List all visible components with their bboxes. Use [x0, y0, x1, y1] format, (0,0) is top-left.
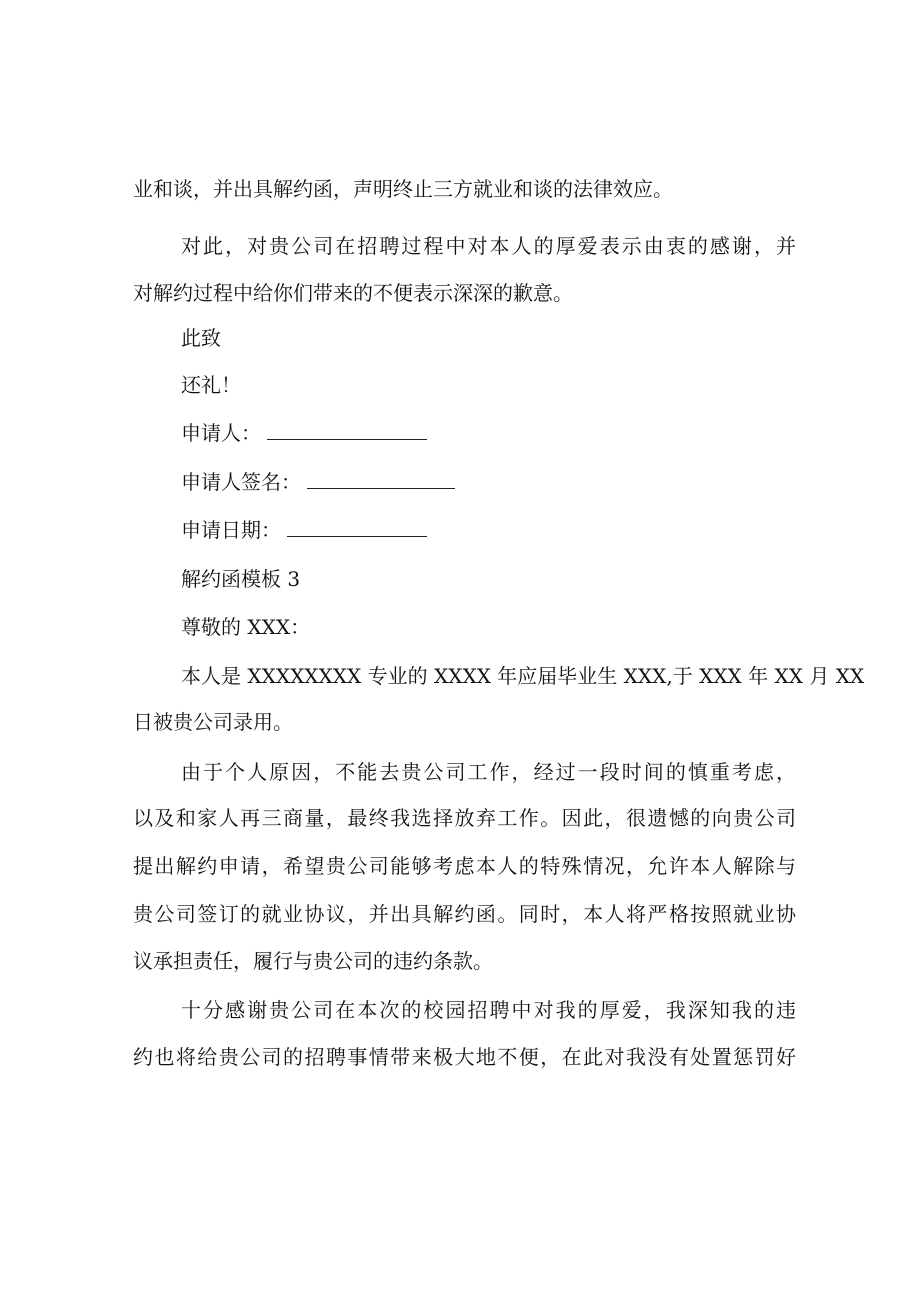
salutation-line: 还礼！: [181, 373, 241, 397]
applicant-line: [181, 418, 920, 448]
paragraph-line: 对此，对贵公司在招聘过程中对本人的厚爱表示由衷的感谢，并: [181, 234, 796, 258]
closing-line: 此致: [181, 326, 221, 350]
signature-label: 申请人签名：: [181, 470, 301, 494]
paragraph-line: 提出解约申请，希望贵公司能够考虑本人的特殊情况，允许本人解除与: [133, 854, 796, 878]
template-heading: 解约函模板 3: [181, 567, 301, 591]
paragraph-line: 业和谈，并出具解约函，声明终止三方就业和谈的法律效应。: [133, 177, 673, 201]
paragraph-line: 议承担责任，履行与贵公司的违约条款。: [133, 949, 493, 973]
date-label: 申请日期：: [181, 518, 281, 542]
paragraph-line: 贵公司签订的就业协议，并出具解约函。同时，本人将严格按照就业协: [133, 902, 796, 926]
paragraph-line: 约也将给贵公司的招聘事情带来极大地不便，在此对我没有处置惩罚好: [133, 1045, 796, 1069]
paragraph-line: 对解约过程中给你们带来的不便表示深深的歉意。: [133, 281, 573, 305]
paragraph-line: 以及和家人再三商量，最终我选择放弃工作。因此，很遗憾的向贵公司: [133, 806, 796, 830]
paragraph-line: 十分感谢贵公司在本次的校园招聘中对我的厚爱，我深知我的违: [181, 998, 796, 1022]
date-blank: [287, 518, 427, 537]
paragraph-line: 本人是 XXXXXXXX 专业的 XXXX 年应届毕业生 XXX,于 XXX 年 XX 月 XX: [181, 664, 865, 688]
date-line: [181, 515, 920, 545]
paragraph-line: 日被贵公司录用。: [133, 710, 293, 734]
applicant-blank: [267, 421, 427, 440]
paragraph-line: 由于个人原因，不能去贵公司工作，经过一段时间的慎重考虑，: [181, 760, 796, 784]
signature-line: [181, 467, 920, 497]
recipient-line: 尊敬的 XXX：: [181, 615, 311, 639]
signature-blank: [307, 470, 455, 489]
applicant-label: 申请人：: [181, 421, 261, 445]
